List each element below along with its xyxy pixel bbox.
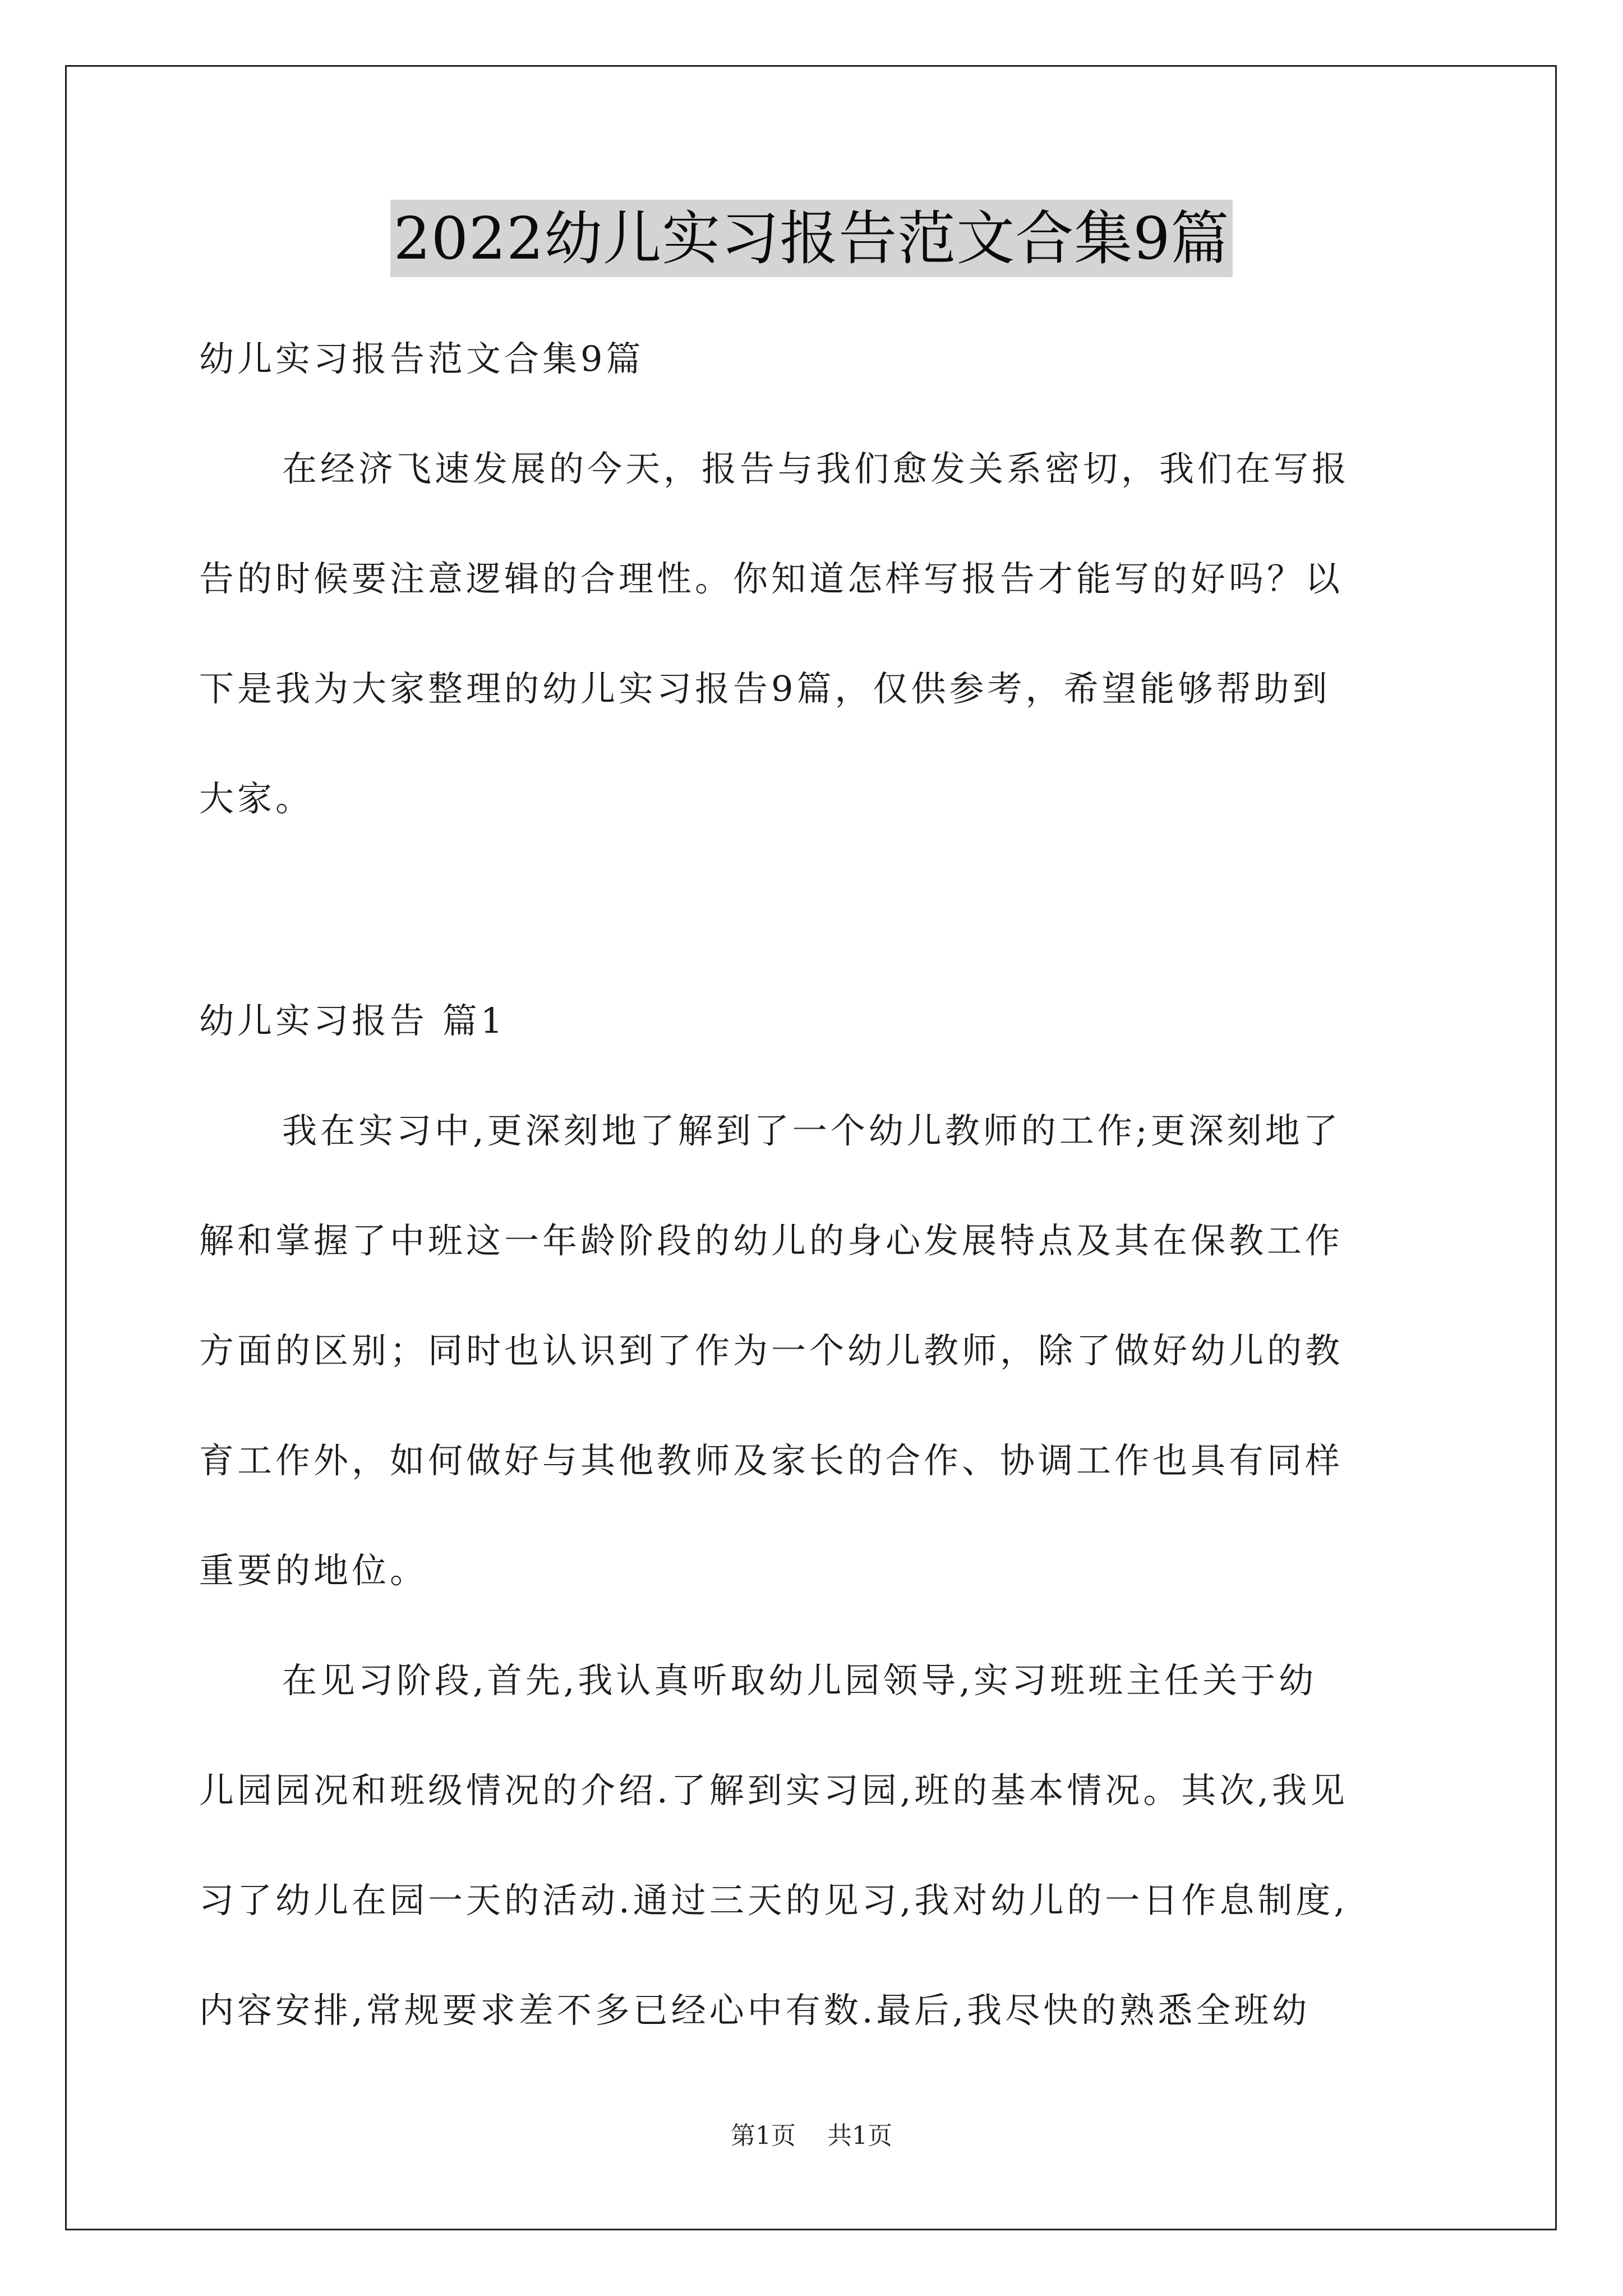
- intro-line-2: 告的时候要注意逻辑的合理性。你知道怎样写报告才能写的好吗？以: [199, 558, 1344, 599]
- para1-line-4: 育工作外，如何做好与其他教师及家长的合作、协调工作也具有同样: [199, 1440, 1344, 1481]
- page-total: 共1页: [827, 2122, 892, 2150]
- page-footer: [0, 2119, 1623, 2153]
- para2-line-2: 儿园园况和班级情况的介绍.了解到实习园,班的基本情况。其次,我见: [199, 1770, 1349, 1811]
- title-container: [0, 200, 1623, 277]
- intro-line-3: 下是我为大家整理的幼儿实习报告9篇，仅供参考，希望能够帮助到: [199, 668, 1331, 709]
- para1-line-1: 我在实习中,更深刻地了解到了一个幼儿教师的工作;更深刻地了: [282, 1110, 1341, 1151]
- para1-line-5: 重要的地位。: [199, 1550, 428, 1591]
- page-number: 第1页: [731, 2122, 796, 2150]
- para1-line-3: 方面的区别；同时也认识到了作为一个幼儿教师，除了做好幼儿的教: [199, 1330, 1344, 1371]
- para2-line-3: 习了幼儿在园一天的活动.通过三天的见习,我对幼儿的一日作息制度,: [199, 1880, 1349, 1921]
- para2-line-4: 内容安排,常规要求差不多已经心中有数.最后,我尽快的熟悉全班幼: [199, 1990, 1311, 2031]
- section-heading: 幼儿实习报告 篇1: [199, 1000, 506, 1041]
- subtitle: 幼儿实习报告范文合集9篇: [199, 338, 644, 379]
- document-title: 2022幼儿实习报告范文合集9篇: [390, 200, 1233, 277]
- document-body: [199, 303, 1433, 2033]
- para2-line-1: 在见习阶段,首先,我认真听取幼儿园领导,实习班班主任关于幼: [282, 1660, 1317, 1701]
- para1-line-2: 解和掌握了中班这一年龄阶段的幼儿的身心发展特点及其在保教工作: [199, 1220, 1344, 1261]
- intro-line-4: 大家。: [199, 778, 314, 819]
- intro-line-1: 在经济飞速发展的今天，报告与我们愈发关系密切，我们在写报: [282, 448, 1350, 489]
